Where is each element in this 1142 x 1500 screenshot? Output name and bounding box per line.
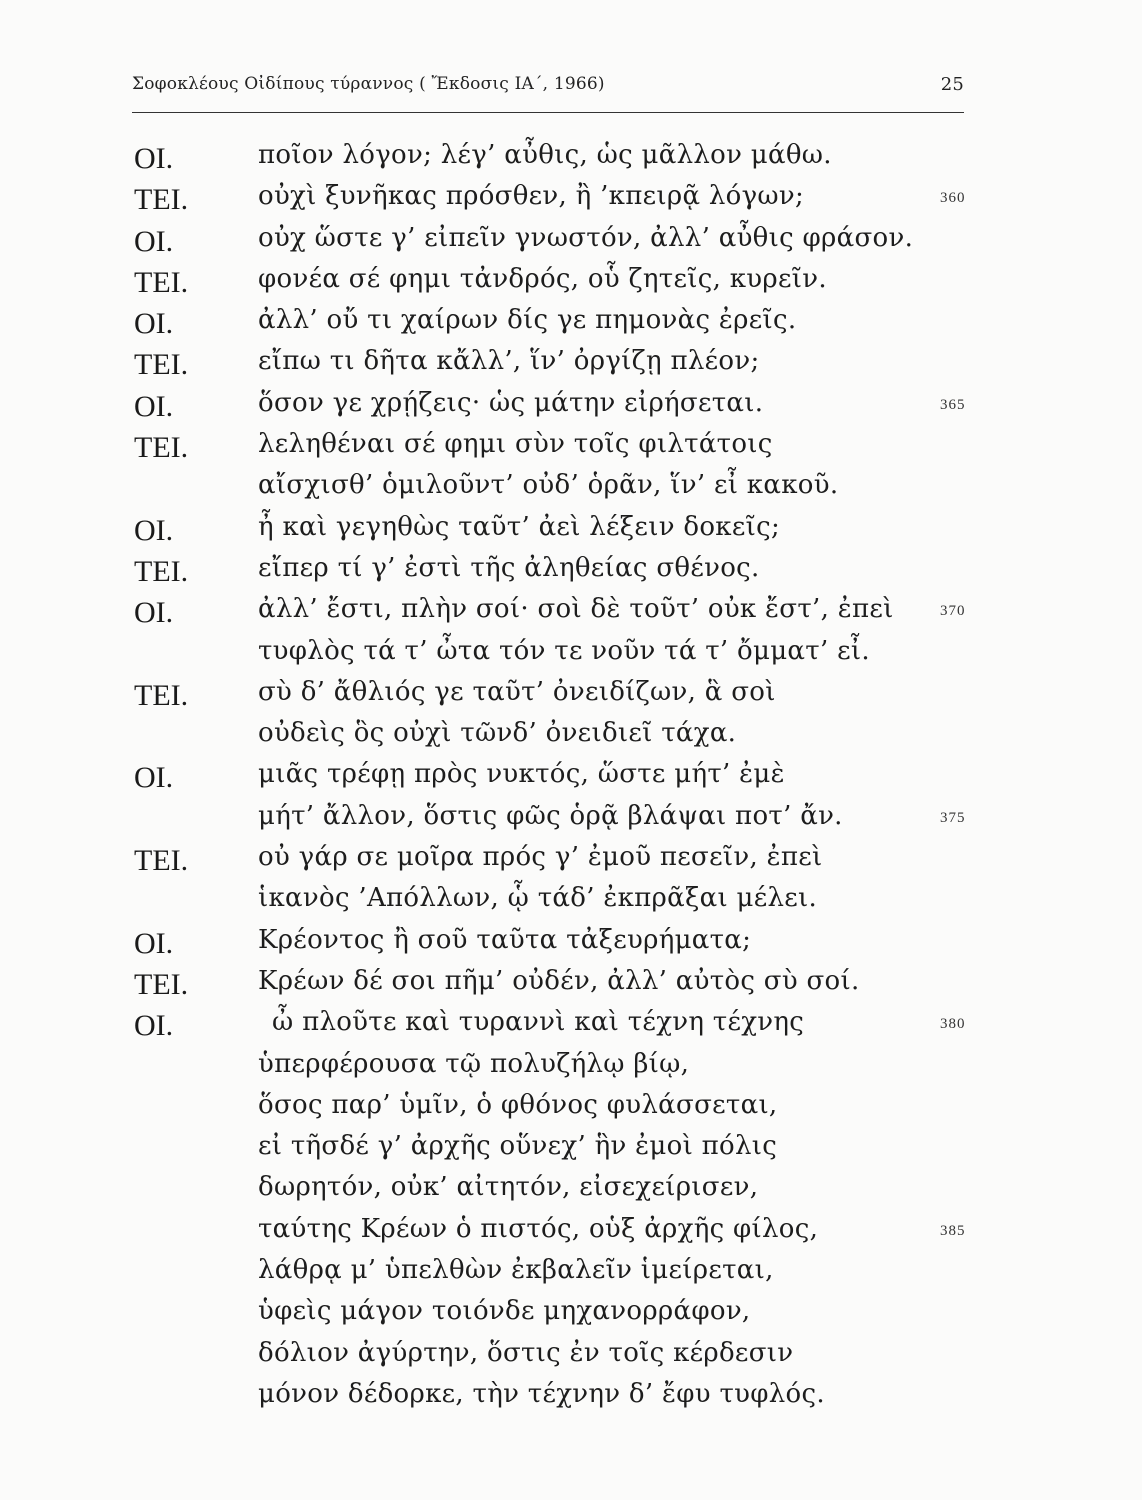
- speaker-label: ΟΙ.: [134, 224, 174, 258]
- verse-text: ὑπερφέρουσα τῷ πολυζήλῳ βίῳ,: [258, 1048, 690, 1079]
- verse-line: [0, 718, 1142, 759]
- verse-text: ὦ πλοῦτε καὶ τυραννὶ καὶ τέχνη τέχνης: [272, 1007, 805, 1038]
- speaker-label: ΟΙ.: [134, 926, 174, 960]
- speaker-label: ΤΕΙ.: [134, 554, 189, 588]
- verse-line: [0, 1131, 1142, 1172]
- verse-text: ὅσον γε χρῄζεις· ὡς μάτην εἰρήσεται.: [258, 387, 764, 418]
- verse-line: [0, 181, 1142, 222]
- line-number: 370: [940, 603, 966, 620]
- verse-text: εἴπερ τί γ’ ἐστὶ τῆς ἀληθείας σθένος.: [258, 552, 760, 583]
- line-number: 365: [940, 396, 966, 413]
- verse-line: [0, 759, 1142, 800]
- speaker-label: ΟΙ.: [134, 389, 174, 423]
- verse-text: σὺ δ’ ἄθλιός γε ταῦτ’ ὀνειδίζων, ἃ σοὶ: [258, 676, 776, 707]
- line-number: 360: [940, 190, 966, 207]
- verse-line: [0, 1296, 1142, 1337]
- verse-text: ἱκανὸς ’Απόλλων, ᾧ τάδ’ ἐκπρᾶξαι μέλει.: [258, 883, 818, 914]
- verse-text: μόνον δέδορκε, τὴν τέχνην δ’ ἔφυ τυφλός.: [258, 1378, 825, 1409]
- verse-text: οὐχ ὥστε γ’ εἰπεῖν γνωστόν, ἀλλ’ αὖθις φράσον.: [258, 222, 914, 253]
- verse-line: [0, 429, 1142, 470]
- verse-line: [0, 636, 1142, 677]
- verse-text: ἦ καὶ γεγηθὼς ταῦτ’ ἀεὶ λέξειν δοκεῖς;: [258, 511, 781, 542]
- verse-line: [0, 553, 1142, 594]
- speaker-label: ΤΕΙ.: [134, 431, 189, 465]
- speaker-label: ΤΕΙ.: [134, 265, 189, 299]
- verse-line: [0, 966, 1142, 1007]
- speaker-label: ΟΙ.: [134, 307, 174, 341]
- verse-text: δόλιον ἀγύρτην, ὅστις ἐν τοῖς κέρδεσιν: [258, 1337, 794, 1368]
- speaker-label: ΤΕΙ.: [134, 678, 189, 712]
- verse-line: [0, 1007, 1142, 1048]
- speaker-label: ΟΙ.: [134, 761, 174, 795]
- speaker-label: ΟΙ.: [134, 513, 174, 547]
- verse-line: [0, 1090, 1142, 1131]
- verse-text: ποῖον λόγον; λέγ’ αὖθις, ὡς μᾶλλον μάθω.: [258, 140, 832, 170]
- verse-line: [0, 346, 1142, 387]
- verse-text: αἴσχισθ’ ὁμιλοῦντ’ οὐδ’ ὁρᾶν, ἵν’ εἶ κακοῦ.: [258, 470, 839, 501]
- verse-text: ὅσος παρ’ ὑμῖν, ὁ φθόνος φυλάσσεται,: [258, 1089, 778, 1120]
- verse-text: μήτ’ ἄλλον, ὅστις φῶς ὁρᾷ βλάψαι ποτ’ ἄν.: [258, 800, 843, 831]
- verse-text: εἴπω τι δῆτα κἄλλ’, ἵν’ ὀργίζῃ πλέον;: [258, 346, 760, 377]
- verse-line: [0, 1255, 1142, 1296]
- verse-line: [0, 1172, 1142, 1213]
- verse-line: [0, 305, 1142, 346]
- verse-text: εἰ τῆσδέ γ’ ἀρχῆς οὕνεχ’ ἣν ἐμοὶ πόλις: [258, 1131, 778, 1162]
- verse-line: [0, 925, 1142, 966]
- verse-text: λεληθέναι σέ φημι σὺν τοῖς φιλτάτοις: [258, 429, 773, 460]
- verse-text: φονέα σέ φημι τἀνδρός, οὗ ζητεῖς, κυρεῖν.: [258, 263, 827, 294]
- verse-line: [0, 801, 1142, 842]
- verse-line: [0, 512, 1142, 553]
- verse-text: δωρητόν, οὐκ’ αἰτητόν, εἰσεχείρισεν,: [258, 1172, 759, 1203]
- verse-text: ταύτης Κρέων ὁ πιστός, οὑξ ἀρχῆς φίλος,: [258, 1213, 819, 1244]
- verse-line: [0, 1049, 1142, 1090]
- verse-text: ἀλλ’ ἔστι, πλὴν σοί· σοὶ δὲ τοῦτ’ οὐκ ἔστ’, ἐπεὶ: [258, 594, 894, 625]
- verse-line: [0, 883, 1142, 924]
- speaker-label: ΤΕΙ.: [134, 967, 189, 1001]
- verse-text: τυφλὸς τά τ’ ὦτα τόν τε νοῦν τά τ’ ὄμματ’ εἶ.: [258, 635, 870, 666]
- verse-text: οὐδεὶς ὃς οὐχὶ τῶνδ’ ὀνειδιεῖ τάχα.: [258, 718, 737, 749]
- verse-line: [0, 1214, 1142, 1255]
- line-number: 385: [940, 1222, 966, 1239]
- verse-text: ἀλλ’ οὔ τι χαίρων δίς γε πημονὰς ἐρεῖς.: [258, 305, 797, 336]
- verse-text: Κρέοντος ἢ σοῦ ταῦτα τἀξευρήματα;: [258, 924, 752, 955]
- running-title: Σοφοκλέους Οἰδίπους τύραννος ( Ἔκδοσις ΙΑ΄, 1966): [132, 74, 605, 94]
- verse-line: [0, 140, 1142, 181]
- verse-line: [0, 842, 1142, 883]
- verse-line: [0, 388, 1142, 429]
- verse-line: [0, 594, 1142, 635]
- line-number: 380: [940, 1016, 966, 1033]
- verse-line: [0, 1379, 1142, 1420]
- speaker-label: ΟΙ.: [134, 1009, 174, 1043]
- verse-text: μιᾶς τρέφῃ πρὸς νυκτός, ὥστε μήτ’ ἐμὲ: [258, 759, 785, 790]
- verse-text: ὑφεὶς μάγον τοιόνδε μηχανορράφον,: [258, 1296, 751, 1327]
- verse-text: οὐχὶ ξυνῆκας πρόσθεν, ἢ ’κπειρᾷ λόγων;: [258, 181, 805, 212]
- speaker-label: ΟΙ.: [134, 596, 174, 630]
- verse-text: λάθρᾳ μ’ ὑπελθὼν ἐκβαλεῖν ἱμείρεται,: [258, 1255, 774, 1286]
- verse-line: [0, 1338, 1142, 1379]
- speaker-label: ΤΕΙ.: [134, 183, 189, 217]
- verse-line: [0, 264, 1142, 305]
- page-number: 25: [940, 74, 964, 95]
- verse-text: Κρέων δέ σοι πῆμ’ οὐδέν, ἀλλ’ αὐτὸς σὺ σοί.: [258, 965, 860, 996]
- header-rule: [132, 112, 964, 113]
- verse-line: [0, 223, 1142, 264]
- verse-line: [0, 677, 1142, 718]
- speaker-label: ΟΙ.: [134, 142, 174, 175]
- verse-block: [0, 140, 1142, 1420]
- speaker-label: ΤΕΙ.: [134, 348, 189, 382]
- running-head: [132, 74, 964, 100]
- line-number: 375: [940, 809, 966, 826]
- speaker-label: ΤΕΙ.: [134, 844, 189, 878]
- verse-text: οὐ γάρ σε μοῖρα πρός γ’ ἐμοῦ πεσεῖν, ἐπεὶ: [258, 842, 823, 873]
- verse-line: [0, 470, 1142, 511]
